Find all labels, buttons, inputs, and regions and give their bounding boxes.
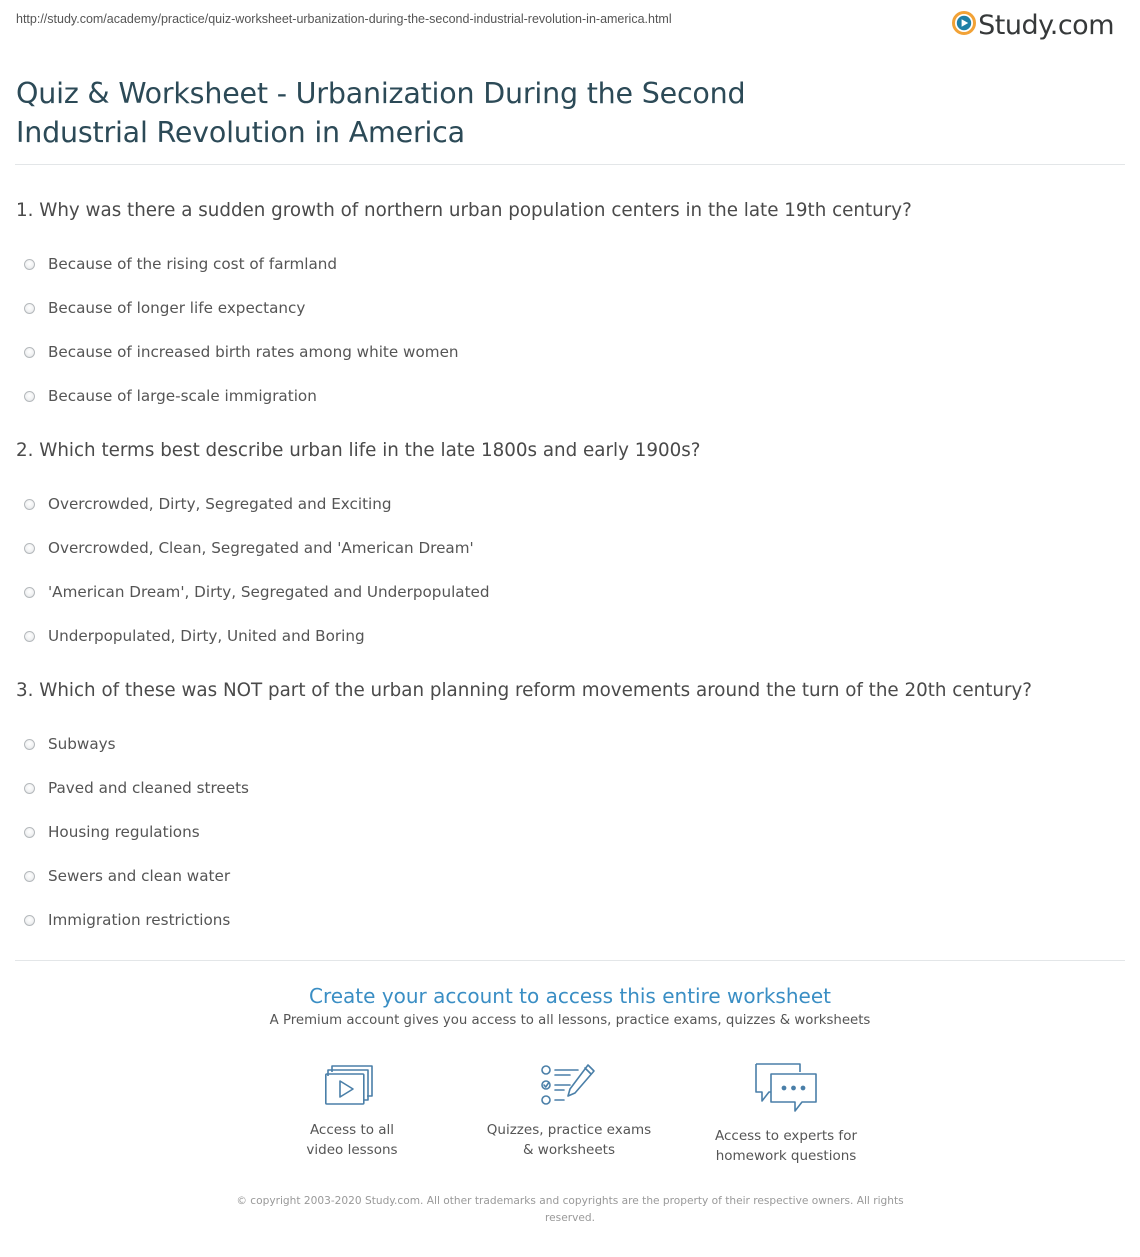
feature-label-line: Access to all (309, 1122, 395, 1138)
radio-button[interactable] (24, 915, 35, 926)
radio-button[interactable] (24, 827, 35, 838)
answer-option[interactable] (16, 286, 1130, 330)
feature-experts (696, 1062, 876, 1166)
question-3 (16, 679, 1130, 942)
chat-bubbles-icon (696, 1062, 876, 1114)
title-divider (15, 164, 1125, 165)
play-circle-icon (952, 11, 976, 39)
radio-button[interactable] (24, 783, 35, 794)
option-label: Because of large-scale immigration (48, 387, 317, 405)
answer-option[interactable] (16, 374, 1130, 418)
quiz-checklist-icon (479, 1062, 659, 1108)
answer-option[interactable] (16, 722, 1130, 766)
option-label: Immigration restrictions (48, 911, 231, 929)
answer-option[interactable] (16, 570, 1130, 614)
study-logo[interactable] (952, 8, 1114, 42)
radio-button[interactable] (24, 303, 35, 314)
feature-video-lessons (262, 1062, 442, 1160)
answer-option[interactable] (16, 526, 1130, 570)
video-lesson-icon (262, 1062, 442, 1108)
feature-label-line: homework questions (715, 1148, 857, 1164)
radio-button[interactable] (24, 587, 35, 598)
feature-label (696, 1126, 876, 1166)
option-label: Housing regulations (48, 823, 200, 841)
option-label: Paved and cleaned streets (48, 779, 249, 797)
logo-text: Study.com (978, 9, 1114, 41)
feature-label-line: video lessons (306, 1142, 398, 1158)
option-label: Subways (48, 735, 116, 753)
feature-label-line: Access to experts for (714, 1128, 857, 1144)
feature-label (262, 1120, 442, 1160)
page-title: Quiz & Worksheet - Urbanization During the Second Industrial Revolution in America (16, 77, 746, 149)
copyright-text: © copyright 2003-2020 Study.com. All other trademarks and copyrights are the property of their respective owners. All rights reserved. (236, 1195, 904, 1224)
option-label: Because of the rising cost of farmland (48, 255, 338, 273)
cta-divider (15, 960, 1125, 961)
radio-button[interactable] (24, 739, 35, 750)
feature-label-line: & worksheets (522, 1142, 615, 1158)
radio-button[interactable] (24, 871, 35, 882)
option-label: Overcrowded, Clean, Segregated and 'American Dream' (48, 539, 474, 557)
answer-option[interactable] (16, 898, 1130, 942)
feature-quizzes (479, 1062, 659, 1160)
create-account-link[interactable]: Create your account to access this entire worksheet (309, 984, 831, 1008)
option-label: Sewers and clean water (48, 867, 231, 885)
page-url: http://study.com/academy/practice/quiz-worksheet-urbanization-during-the-second-industrial-revolution-in-america.html (16, 12, 672, 26)
feature-label-line: Quizzes, practice exams (486, 1122, 652, 1138)
radio-button[interactable] (24, 631, 35, 642)
question-text: 3. Which of these was NOT part of the urban planning reform movements around the turn of the 20th century? (16, 680, 1032, 701)
option-label: 'American Dream', Dirty, Segregated and Underpopulated (48, 583, 490, 601)
question-1 (16, 199, 1130, 418)
cta-subtitle: A Premium account gives you access to all lessons, practice exams, quizzes & worksheets (269, 1013, 871, 1028)
option-label: Underpopulated, Dirty, United and Boring (48, 627, 365, 645)
radio-button[interactable] (24, 259, 35, 270)
option-label: Because of increased birth rates among white women (48, 343, 459, 361)
answer-option[interactable] (16, 482, 1130, 526)
answer-option[interactable] (16, 854, 1130, 898)
feature-label (479, 1120, 659, 1160)
question-2 (16, 439, 1130, 658)
radio-button[interactable] (24, 391, 35, 402)
copyright-notice (0, 1193, 1140, 1227)
option-label: Because of longer life expectancy (48, 299, 306, 317)
answer-option[interactable] (16, 242, 1130, 286)
radio-button[interactable] (24, 543, 35, 554)
radio-button[interactable] (24, 347, 35, 358)
answer-option[interactable] (16, 766, 1130, 810)
question-text: 1. Why was there a sudden growth of northern urban population centers in the late 19th century? (16, 200, 912, 221)
question-text: 2. Which terms best describe urban life in the late 1800s and early 1900s? (16, 440, 701, 461)
radio-button[interactable] (24, 499, 35, 510)
answer-option[interactable] (16, 330, 1130, 374)
answer-option[interactable] (16, 614, 1130, 658)
answer-option[interactable] (16, 810, 1130, 854)
option-label: Overcrowded, Dirty, Segregated and Exciting (48, 495, 392, 513)
